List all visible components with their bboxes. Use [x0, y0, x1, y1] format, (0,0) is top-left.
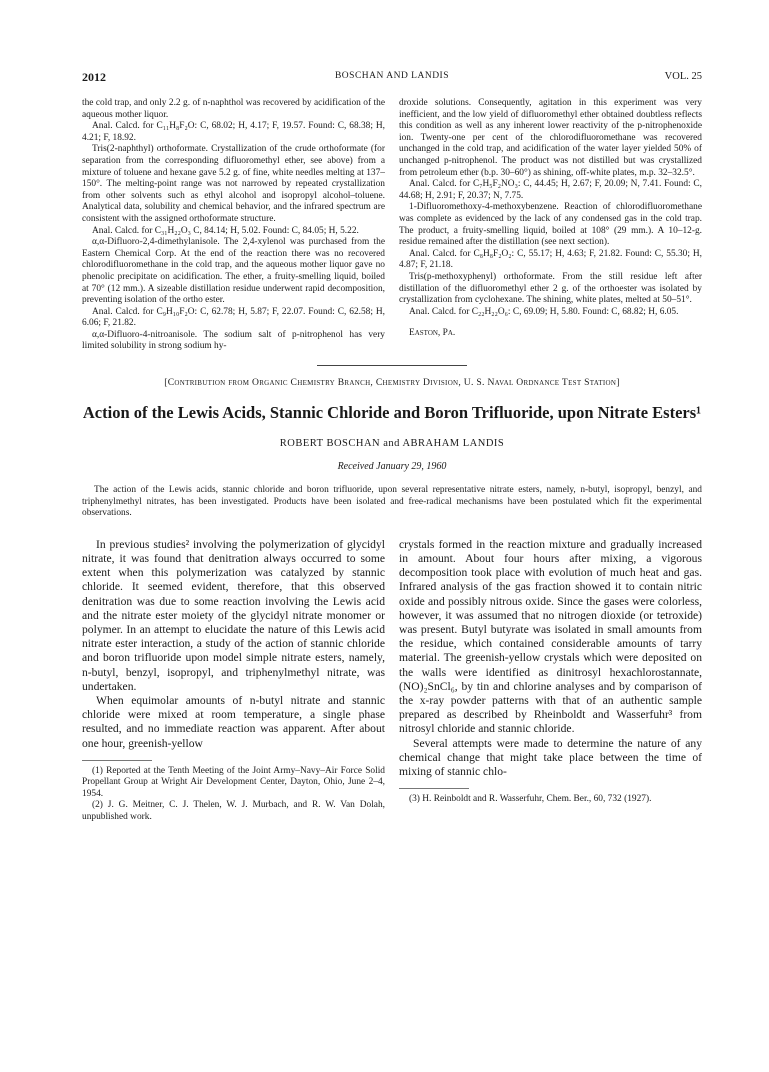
article-title: Action of the Lewis Acids, Stannic Chloride and Boron Trifluoride, upon Nitrate Esters¹ — [82, 403, 702, 423]
paragraph: Tris(2-naphthyl) orthoformate. Crystallization of the crude orthoformate (for separation from the corresponding difluoromethyl ether, see above) from a mixture of toluene and hexane gave 5.2 g. of fine, white needles melting at 137–150°. The melting-point range was not narrowed by repeated crystallization from other solvents such as ethyl alcohol and isopropyl alcohol–toluene. Analytical data, solubility and chemical behavior, and the infrared spectrum are consistent with the assigned orthoformate structure. — [82, 144, 385, 224]
page-number: 2012 — [82, 70, 106, 84]
paragraph: 1-Difluoromethoxy-4-methoxybenzene. Reaction of chlorodifluoromethane was complete as evidenced by the lack of any condensed gas in the cold trap. The product, a fruity-smelling liquid, boiled at 108° (29 mm.). A 10–12-g. residue remained after the distillation (see next section). — [399, 202, 702, 248]
body-right-column — [399, 538, 702, 823]
paragraph: α,α-Difluoro-4-nitroanisole. The sodium salt of p-nitrophenol has very limited solubility in strong sodium hy- — [82, 329, 385, 352]
previous-article-left-column — [82, 98, 385, 353]
paragraph: Anal. Calcd. for C₉H₁₀F₂O: C, 62.78; H, 5.87; F, 22.07. Found: C, 62.58; H, 6.06; F, 21.82. — [82, 306, 385, 329]
running-title: BOSCHAN AND LANDIS — [334, 71, 450, 81]
paragraph: In previous studies² involving the polymerization of glycidyl nitrate, it was found that denitration always occurred to some extent when this polymerization was catalyzed by stannic chloride. It seemed evident, therefore, that this observed denitration was due to some reaction involving the Lewis acid and the nitrate ester moiety of the glycidyl nitrate monomer or polymer. In an attempt to elucidate the nature of this Lewis acid nitrate ester interaction, a study of the action of stannic chloride and boron trifluoride upon model simple nitrate esters, namely, n-butyl, benzyl, isopropyl, and triphenylmethyl nitrate, was undertaken. — [82, 537, 385, 693]
paragraph: Tris(p-methoxyphenyl) orthoformate. From the still residue left after distillation of the difluoromethyl ether 2 g. of the orthoester was isolated by crystallization from cyclohexane. The shining, white plates, melted at 50–51°. — [399, 271, 702, 306]
footnote: (2) J. G. Meitner, C. J. Thelen, W. J. Murbach, and R. W. Van Dolah, unpublished work. — [82, 800, 385, 822]
previous-article-right-column — [399, 98, 702, 353]
section-divider — [317, 365, 467, 366]
author-line: ROBERT BOSCHAN and ABRAHAM LANDIS — [279, 438, 505, 450]
volume-label: VOL. 25 — [664, 71, 702, 82]
paragraph: α,α-Difluoro-2,4-dimethylanisole. The 2,4-xylenol was purchased from the Eastern Chemical Corp. At the end of the reaction there was no recovered chlorodifluoromethane in the cold trap, and the aqueous mother liquor gave no phenolic precipitate on acidification. The ether, a fruity-smelling liquid, boiled at 70° (12 mm.). A sizeable distillation residue underwent rapid decomposition, preventing isolation of the ortho ester. — [82, 237, 385, 306]
abstract: The action of the Lewis acids, stannic chloride and boron trifluoride, upon several representative nitrate esters, namely, n-butyl, isopropyl, benzyl, and triphenylmethyl nitrates, has been investigated. Products have been isolated and free-radical mechanisms have been postulated which fit the experimental observations. — [82, 485, 702, 519]
paragraph: Anal. Calcd. for C₁₁H₈F₂O: C, 68.02; H, 4.17; F, 19.57. Found: C, 68.38; H, 4.21; F, 18.92. — [82, 121, 385, 143]
footnote-rule — [399, 788, 469, 789]
body-left-column — [82, 538, 385, 823]
paragraph: crystals formed in the reaction mixture and gradually increased in amount. About four hours after mixing, a vigorous decomposition took place with evolution of much heat and gas. Infrared analysis of the gas fraction showed it to contain nitric oxide and possibly nitrous oxide. Since the gases were colorless, however, it was assumed that no nitrogen dioxide (or tetroxide) was present. Butyl butyrate was isolated in small amounts from the residue, which contained considerable amounts of tarry material. The greenish-yellow crystals which were deposited on the walls were identified as dinitrosyl hexachlorostannate, (NO)₂SnCl₆, by tin and chlorine analyses and by comparison of the x-ray powder patterns with that of an authentic sample prepared as described by Rheinboldt and Wasserfuhr³ from nitrosyl chloride and stannic chloride. — [399, 537, 702, 736]
footnote-rule — [82, 760, 152, 761]
footnote: (1) Reported at the Tenth Meeting of the Joint Army–Navy–Air Force Solid Propellant Group at Wright Air Development Center, Dayton, Ohio, June 2–4, 1954. — [82, 765, 385, 799]
paragraph: droxide solutions. Consequently, agitation in this experiment was very inefficient, and the low yield of difluoromethyl ether obtained doubtless reflects this condition as well as any inherent lower reactivity of the p-nitrophenoxide ion. Twenty-one per cent of the chlorodifluoromethane was recovered unchanged in the cold trap, and acidification of the water layer yielded 50% of unchanged p-nitrophenol. The product was not distilled but was crystallized from petroleum ether (b.p. 30–60°) as shining, off-white plates, m.p. 32–32.5°. — [399, 98, 702, 178]
paragraph: the cold trap, and only 2.2 g. of n-naphthol was recovered by acidification of the aqueous mother liquor. — [82, 98, 385, 120]
previous-article-end — [82, 98, 702, 353]
paragraph: Anal. Calcd. for C₂₂H₂₂O₆: C, 69.09; H, 5.80. Found: C, 68.82; H, 6.05. — [409, 306, 679, 317]
received-date: Received January 29, 1960 — [337, 461, 447, 473]
paragraph: Anal. Calcd. for C₈H₈F₂O₂: C, 55.17; H, 4.63; F, 21.82. Found: C, 55.30; H, 4.87; F, 21.18. — [399, 248, 702, 271]
footnote: (3) H. Reinboldt and R. Wasserfuhr, Chem. Ber., 60, 732 (1927). — [409, 794, 652, 805]
paragraph: When equimolar amounts of n-butyl nitrate and stannic chloride were mixed at room temperature, a single phase resulted, and no immediate reaction was apparent. After about one hour, greenish-yellow — [82, 694, 385, 750]
paragraph: Anal. Calcd. for C₃₁H₂₂O₃ C, 84.14; H, 5.02. Found: C, 84.05; H, 5.22. — [92, 225, 359, 236]
contribution-line: [Contribution from Organic Chemistry Branch, Chemistry Division, U. S. Naval Ordnance Test Station] — [164, 377, 620, 389]
article-body — [82, 538, 702, 823]
affiliation-location: Easton, Pa. — [409, 328, 456, 339]
paragraph: Several attempts were made to determine the nature of any chemical change that might take place between the time of mixing of stannic chlo- — [399, 736, 702, 779]
page-header — [82, 70, 702, 86]
journal-page — [82, 70, 702, 823]
paragraph: Anal. Calcd. for C₇H₅F₂NO₃: C, 44.45; H, 2.67; F, 20.09; N, 7.41. Found: C, 44.68; H, 2.91; F, 20.37; N, 7.75. — [399, 179, 702, 201]
